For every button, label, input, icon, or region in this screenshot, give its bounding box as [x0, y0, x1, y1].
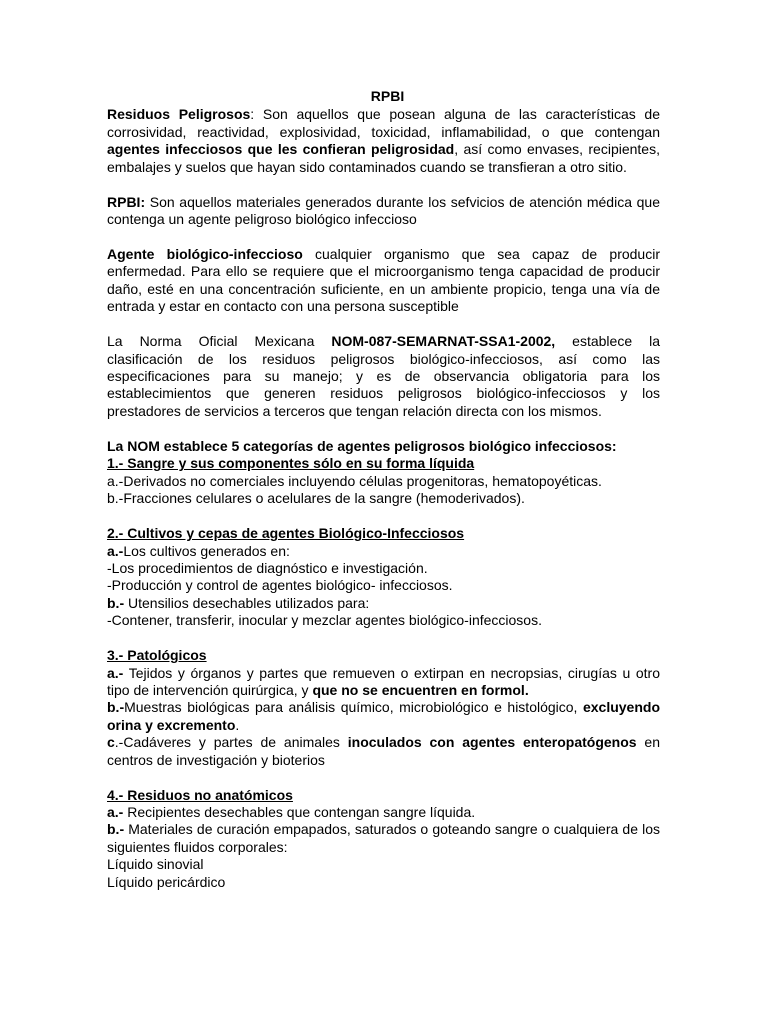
category-4-item-a [107, 804, 660, 821]
paragraph-nom [107, 333, 660, 420]
p4-text-b: establece la clasificación de los residuos peligrosos biológico-infecciosos, así como las especificaciones para su manejo; y es de observancia obligatoria para los establecimientos que generen residuos peligrosos biológico-infecciosos y los prestadores de servicios a terceros que tengan relación directa con los mismos. [107, 333, 661, 419]
document-title: RPBI [370, 88, 405, 104]
category-3-item-a [107, 665, 660, 700]
item-b-label: b.- [107, 594, 125, 611]
item-a-label: a.- [107, 803, 124, 820]
category-1-item-b: b.-Fracciones celulares o acelulares de la sangre (hemoderivados). [107, 490, 525, 507]
item-c-label: c [107, 734, 115, 751]
item-c-text: .-Cadáveres y partes de animales [114, 734, 348, 751]
fluid-item-pericardico: Líquido pericárdico [107, 873, 226, 890]
term-agente-biologico: Agente biológico-infeccioso [107, 246, 303, 263]
paragraph-agente-biologico [107, 246, 660, 316]
item-b-text: Utensilios desechables utilizados para: [124, 594, 370, 611]
item-a-text: Recipientes desechables que contengan sangre líquida. [123, 803, 476, 820]
nom-categories-heading: La NOM establece 5 categorías de agentes peligrosos biológico infecciosos: [107, 437, 617, 454]
item-c-end: en centros de investigación y bioterios [107, 734, 660, 768]
item-b-label: b.- [107, 821, 125, 838]
category-2-subitem-1: -Los procedimientos de diagnóstico e investigación. [107, 559, 428, 576]
item-b-text: Muestras biológicas para análisis químico, microbiológico e histológico, [124, 699, 583, 716]
nom-code: NOM-087-SEMARNAT-SSA1-2002, [331, 333, 556, 350]
item-b-text: Materiales de curación empapados, saturados o goteando sangre o cualquiera de los siguientes fluidos corporales: [107, 821, 660, 855]
category-3-item-c [107, 734, 660, 769]
category-1-item-a: a.-Derivados no comerciales incluyendo células progenitoras, hematopoyéticas. [107, 472, 602, 489]
p3-text: cualquier organismo que sea capaz de producir enfermedad. Para ello se requiere que el microorganismo tenga capacidad de producir daño, esté en una concentración suficiente, en un ambiente propicio, tenga una vía de entrada y estar en contacto con una persona susceptible [107, 246, 660, 315]
paragraph-rpbi [107, 194, 660, 229]
category-2-item-a [107, 543, 660, 560]
item-a-bold: que no se encuentren en formol. [312, 681, 529, 698]
item-a-text: Tejidos y órganos y partes que remueven o extirpan en necropsias, cirugías u otro tipo de intervención quirúrgica, y [107, 664, 660, 698]
category-2-subitem-2: -Producción y control de agentes biológico- infecciosos. [107, 577, 453, 594]
p2-text: Son aquellos materiales generados durante los sefvicios de atención médica que contenga un agente peligroso biológico infeccioso [107, 193, 660, 228]
p1-text-a: : Son aquellos que posean alguna de las características de corrosividad, reactividad, explosividad, toxicidad, inflamabilidad, o que contengan [107, 106, 661, 140]
p1-bold: agentes infecciosos que les confieran peligrosidad [107, 141, 455, 158]
item-b-end: . [235, 716, 240, 733]
category-2-item-b [107, 595, 660, 612]
category-2-heading: 2.- Cultivos y cepas de agentes Biológico-Infecciosos [107, 525, 465, 542]
term-rpbi: RPBI: [107, 193, 146, 210]
item-a-label: a.- [107, 664, 124, 681]
item-c-bold: inoculados con agentes enteropatógenos [347, 734, 637, 751]
item-b-bold: excluyendo orina y excremento [107, 699, 660, 733]
p1-text-b: , así como envases, recipientes, embalajes y suelos que hayan sido contaminados cuando se transfieran a otro sitio. [107, 141, 660, 175]
item-b-label: b.- [107, 699, 125, 716]
item-a-label: a.- [107, 542, 124, 559]
category-3-heading: 3.- Patológicos [107, 647, 207, 664]
p4-text-a: La Norma Oficial Mexicana [107, 333, 332, 350]
category-3-item-b [107, 699, 660, 734]
item-a-text: Los cultivos generados en: [123, 542, 290, 559]
category-4-item-b [107, 821, 660, 856]
category-2-subitem-3: -Contener, transferir, inocular y mezclar agentes biológico-infecciosos. [107, 612, 542, 629]
term-residuos-peligrosos: Residuos Peligrosos [107, 106, 251, 123]
paragraph-residuos-peligrosos [107, 106, 660, 176]
category-4-heading: 4.- Residuos no anatómicos [107, 786, 293, 803]
fluid-item-sinovial: Líquido sinovial [107, 856, 204, 873]
category-1-heading: 1.- Sangre y sus componentes sólo en su forma líquida [107, 455, 475, 472]
